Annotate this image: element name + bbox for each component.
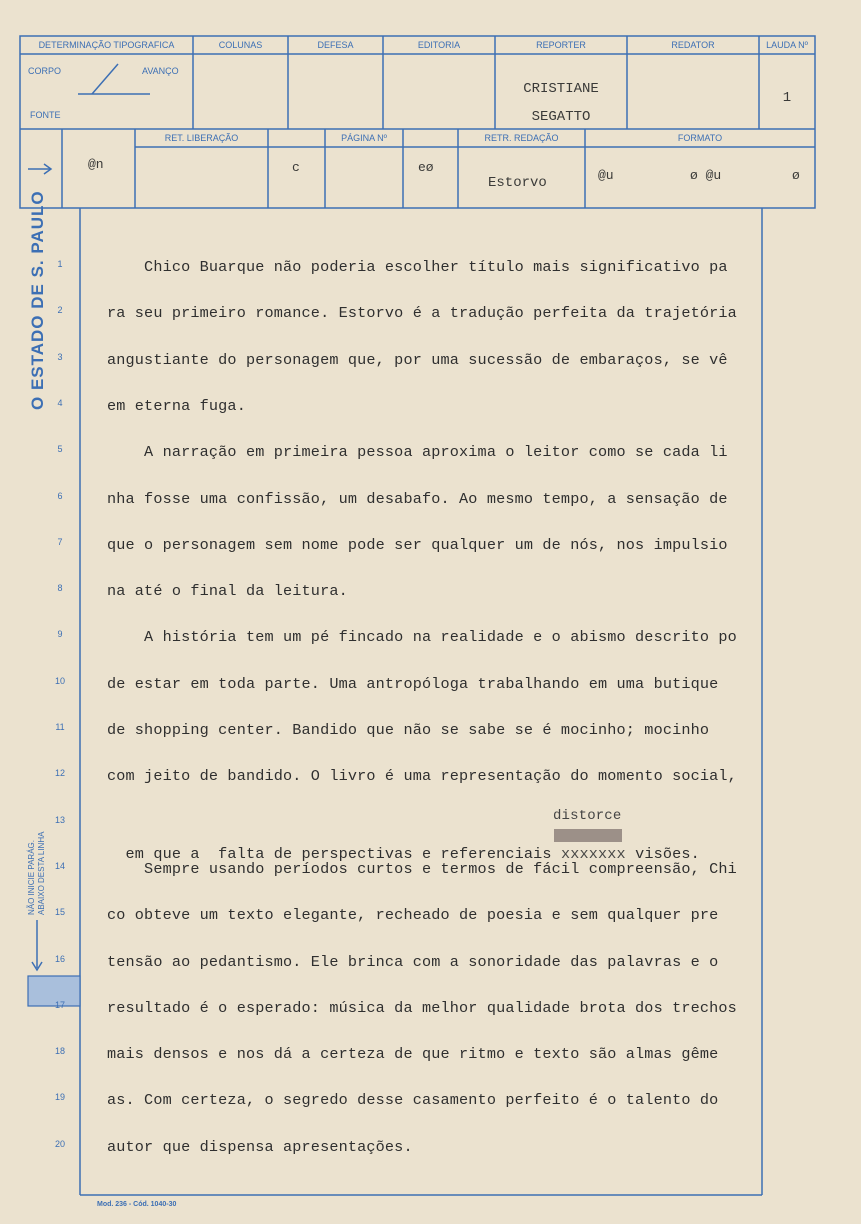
line-number: 6 [57, 490, 63, 501]
article-line-17: resultado é o esperado: música da melhor qualidade brota dos trechos [107, 998, 737, 1017]
reporter-name-line1: CRISTIANE [523, 81, 599, 97]
line-number: 12 [54, 768, 65, 779]
article-line-1: Chico Buarque não poderia escolher título mais significativo pa [107, 258, 728, 276]
article-line-5: A narração em primeira pessoa aproxima o leitor como se cada li [107, 443, 728, 462]
line13-after: visões. [625, 845, 700, 863]
formato-0au: ø @u [690, 168, 722, 183]
article-line-3: angustiante do personagem que, por uma sucessão de embaraços, se vê [107, 350, 728, 369]
line-number: 5 [57, 444, 63, 455]
side-note-line1: NÃO INICIE PARÁG. [27, 840, 36, 915]
lauda-number: 1 [782, 90, 792, 106]
article-line-2: ra seu primeiro romance. Estorvo é a tradução perfeita da trajetória [107, 304, 737, 323]
label-fonte: FONTE [30, 110, 61, 120]
line-number: 9 [57, 629, 63, 640]
label-ret-liberacao: RET. LIBERAÇÃO [164, 133, 239, 143]
struck-word: xxxxxxx [560, 845, 626, 863]
article-line-19: as. Com certeza, o segredo desse casamento perfeito é o talento do [107, 1091, 719, 1110]
line-number: 11 [55, 722, 65, 732]
article-line-11: de shopping center. Bandido que não se sabe se é mocinho; mocinho [107, 721, 710, 739]
article-line-16: tensão ao pedantismo. Ele brinca com a sonoridade das palavras e o [107, 952, 719, 971]
line-number: 7 [57, 536, 63, 547]
line-number: 19 [54, 1092, 65, 1103]
label-colunas: COLUNAS [218, 40, 263, 50]
label-reporter: REPORTER [536, 40, 586, 50]
label-formato: FORMATO [677, 133, 723, 143]
article-line-18: mais densos e nos dá a certeza de que ritmo e texto são almas gême [107, 1045, 719, 1064]
label-defesa: DEFESA [317, 40, 354, 50]
article-line-12: com jeito de bandido. O livro é uma representação do momento social, [107, 767, 737, 786]
line-number: 8 [57, 583, 63, 594]
code-e0: eø [418, 160, 434, 175]
formato-0: ø [792, 168, 800, 183]
line-number: 2 [57, 305, 63, 316]
label-pagina: PÁGINA Nº [341, 133, 387, 143]
footer-code: Mod. 236 - Cód. 1040-30 [97, 1201, 177, 1208]
article-line-8: na até o final da leitura. [107, 582, 348, 601]
article-line-7: que o personagem sem nome pode ser qualquer um de nós, nos impulsio [107, 535, 728, 554]
retr-redacao-value: Estorvo [488, 175, 547, 191]
article-line-20: autor que dispensa apresentações. [107, 1137, 413, 1156]
label-avanco: AVANÇO [142, 66, 179, 76]
side-title: O ESTADO DE S. PAULO [28, 190, 47, 410]
code-c: c [292, 160, 300, 175]
line-number: 18 [54, 1046, 65, 1057]
line-number: 4 [57, 397, 63, 408]
reporter-name-line2: SEGATTO [531, 109, 591, 125]
line-number: 17 [54, 999, 65, 1010]
line-number: 10 [54, 675, 65, 686]
formato-au: @u [598, 168, 614, 183]
article-line-14: Sempre usando períodos curtos e termos de fácil compreensão, Chi [107, 859, 737, 878]
article-line-10: de estar em toda parte. Uma antropóloga trabalhando em uma butique [107, 674, 719, 693]
article-line-9: A história tem um pé fincado na realidade e o abismo descrito po [107, 628, 737, 647]
label-lauda: LAUDA Nº [766, 40, 808, 50]
label-corpo: CORPO [28, 66, 62, 76]
code-an: @n [88, 157, 104, 172]
article-line-15: co obteve um texto elegante, recheado de poesia e sem qualquer pre [107, 906, 719, 925]
article-line-4: em eterna fuga. [107, 396, 246, 415]
line-number: 1 [57, 259, 63, 269]
correction-distorce: distorce [553, 808, 622, 824]
line13-before: em que a falta de perspectivas e referenciais [125, 845, 561, 863]
line-number: 16 [54, 953, 65, 964]
label-redator: REDATOR [671, 40, 715, 50]
article-line-6: nha fosse uma confissão, um desabafo. Ao mesmo tempo, a sensação de [107, 489, 728, 508]
line-number: 13 [54, 814, 65, 825]
line-number: 20 [54, 1138, 65, 1149]
line-number: 3 [57, 351, 63, 362]
line-number: 15 [54, 907, 65, 918]
side-note-line2: ABAIXO DESTA LINHA [37, 831, 46, 915]
line-number: 14 [54, 860, 65, 871]
label-retr-redacao: RETR. REDAÇÃO [484, 133, 559, 143]
article-line-13 [107, 827, 700, 863]
label-editoria: EDITORIA [417, 40, 461, 50]
label-determinacao: DETERMINAÇÃO TIPOGRAFICA [38, 40, 175, 50]
